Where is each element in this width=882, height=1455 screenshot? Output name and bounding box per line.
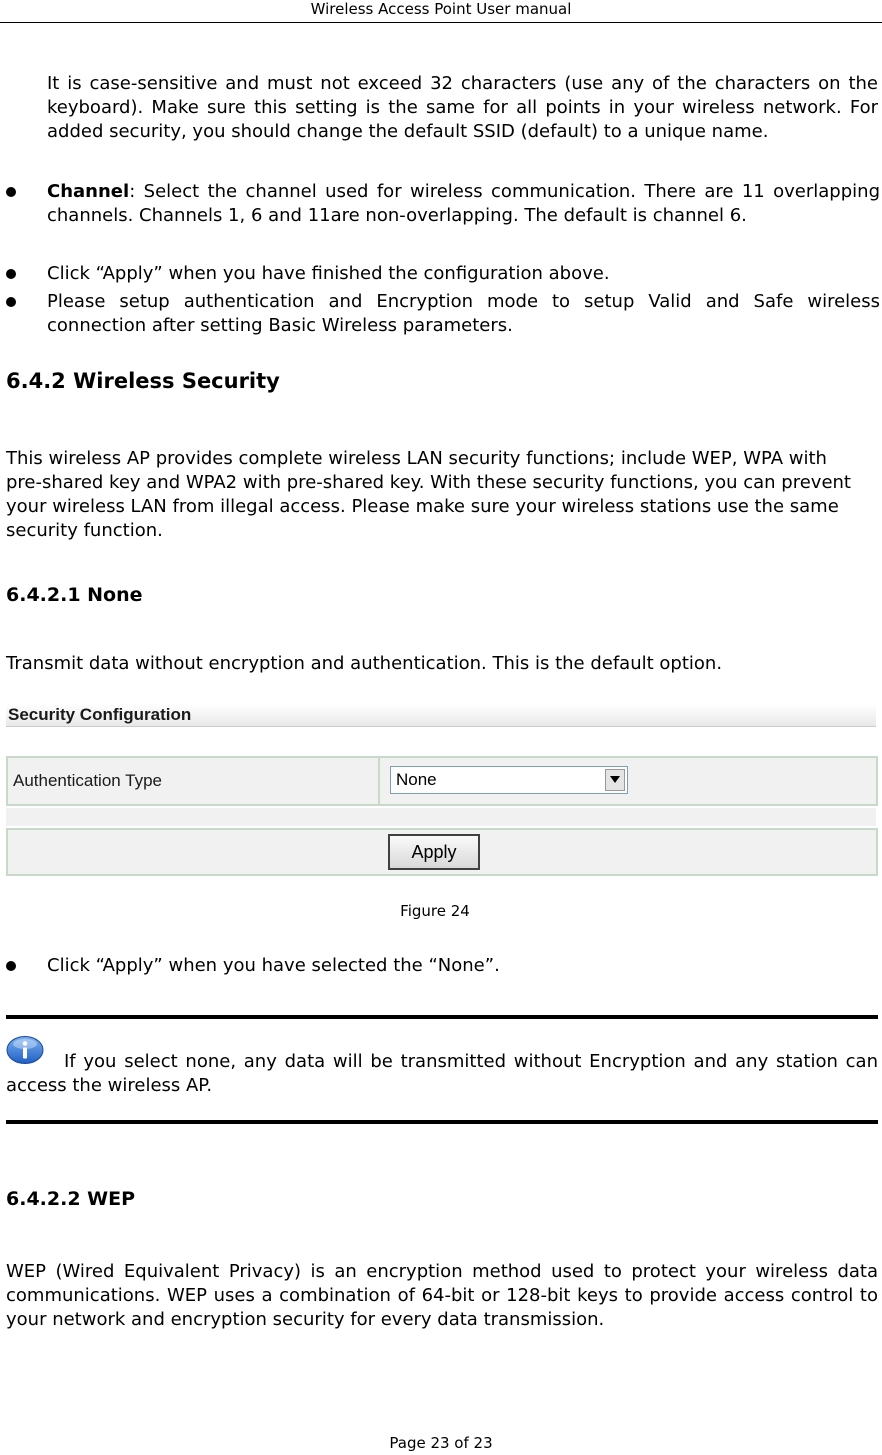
bullet-channel	[6, 180, 880, 228]
authentication-type-value: None	[396, 770, 437, 789]
bullet-text: : Select the channel used for wireless communication. There are 11 overlapping channels. Channels 1, 6 and 11are non-overlapping. The default is channel 6.	[47, 181, 880, 226]
wep-paragraph: WEP (Wired Equivalent Privacy) is an encryption method used to protect your wireless data communications. WEP uses a combination of 64-bit or 128-bit keys to provide access control to your network and encryption security for every data transmission.	[6, 1261, 878, 1330]
section-heading-wep: 6.4.2.2 WEP	[6, 1188, 136, 1210]
page-number: Page 23 of 23	[389, 1434, 493, 1452]
bullet-dot-icon	[6, 187, 16, 197]
page-header	[0, 0, 882, 23]
bullet-bold: Channel	[47, 181, 130, 202]
bullet-text: Click “Apply” when you have finished the configuration above.	[47, 263, 610, 284]
header-title: Wireless Access Point User manual	[310, 0, 572, 18]
bullet-text: Click “Apply” when you have selected the “None”.	[47, 955, 500, 976]
bullet-dot-icon	[6, 297, 16, 307]
bullet-setup	[6, 290, 880, 338]
authentication-type-row	[6, 756, 878, 806]
intro-paragraph: It is case-sensitive and must not exceed 32 characters (use any of the characters on the keyboard). Make sure this setting is the same for all points in your wireless network. For added security, you should change the default SSID (default) to a unique name.	[47, 73, 878, 142]
apply-row	[6, 828, 878, 876]
section-heading-none: 6.4.2.1 None	[6, 584, 143, 606]
bullet-dot-icon	[6, 961, 16, 971]
bullet-text: Please setup authentication and Encryption mode to setup Valid and Safe wireless connection after setting Basic Wireless parameters.	[47, 291, 880, 336]
spacer-row	[6, 808, 876, 826]
note-text: If you select none, any data will be transmitted without Encryption and any station can access the wireless AP.	[6, 1051, 878, 1096]
apply-button[interactable]: Apply	[388, 834, 480, 870]
security-configuration-title: Security Configuration	[6, 704, 876, 727]
bullet-apply	[6, 262, 880, 286]
figure-caption: Figure 24	[400, 902, 470, 920]
chevron-down-icon	[610, 776, 620, 784]
wireless-security-paragraph: This wireless AP provides complete wireless LAN security functions; include WEP, WPA with pre-shared key and WPA2 with pre-shared key. With these security functions, you can prevent your wireless LAN from illegal access. Please make sure your wireless stations use the same security function.	[6, 448, 851, 541]
none-paragraph: Transmit data without encryption and authentication. This is the default option.	[6, 653, 723, 674]
bullet-apply-none	[6, 954, 880, 978]
bullet-dot-icon	[6, 269, 16, 279]
dropdown-button[interactable]	[605, 769, 625, 791]
note-bottom-rule	[6, 1120, 878, 1124]
page-footer	[0, 1434, 882, 1452]
security-configuration-screenshot	[6, 704, 876, 874]
authentication-type-label: Authentication Type	[8, 758, 380, 804]
note-top-rule	[6, 1015, 878, 1019]
section-heading-wireless-security: 6.4.2 Wireless Security	[6, 369, 280, 393]
authentication-type-select[interactable]	[390, 766, 628, 794]
